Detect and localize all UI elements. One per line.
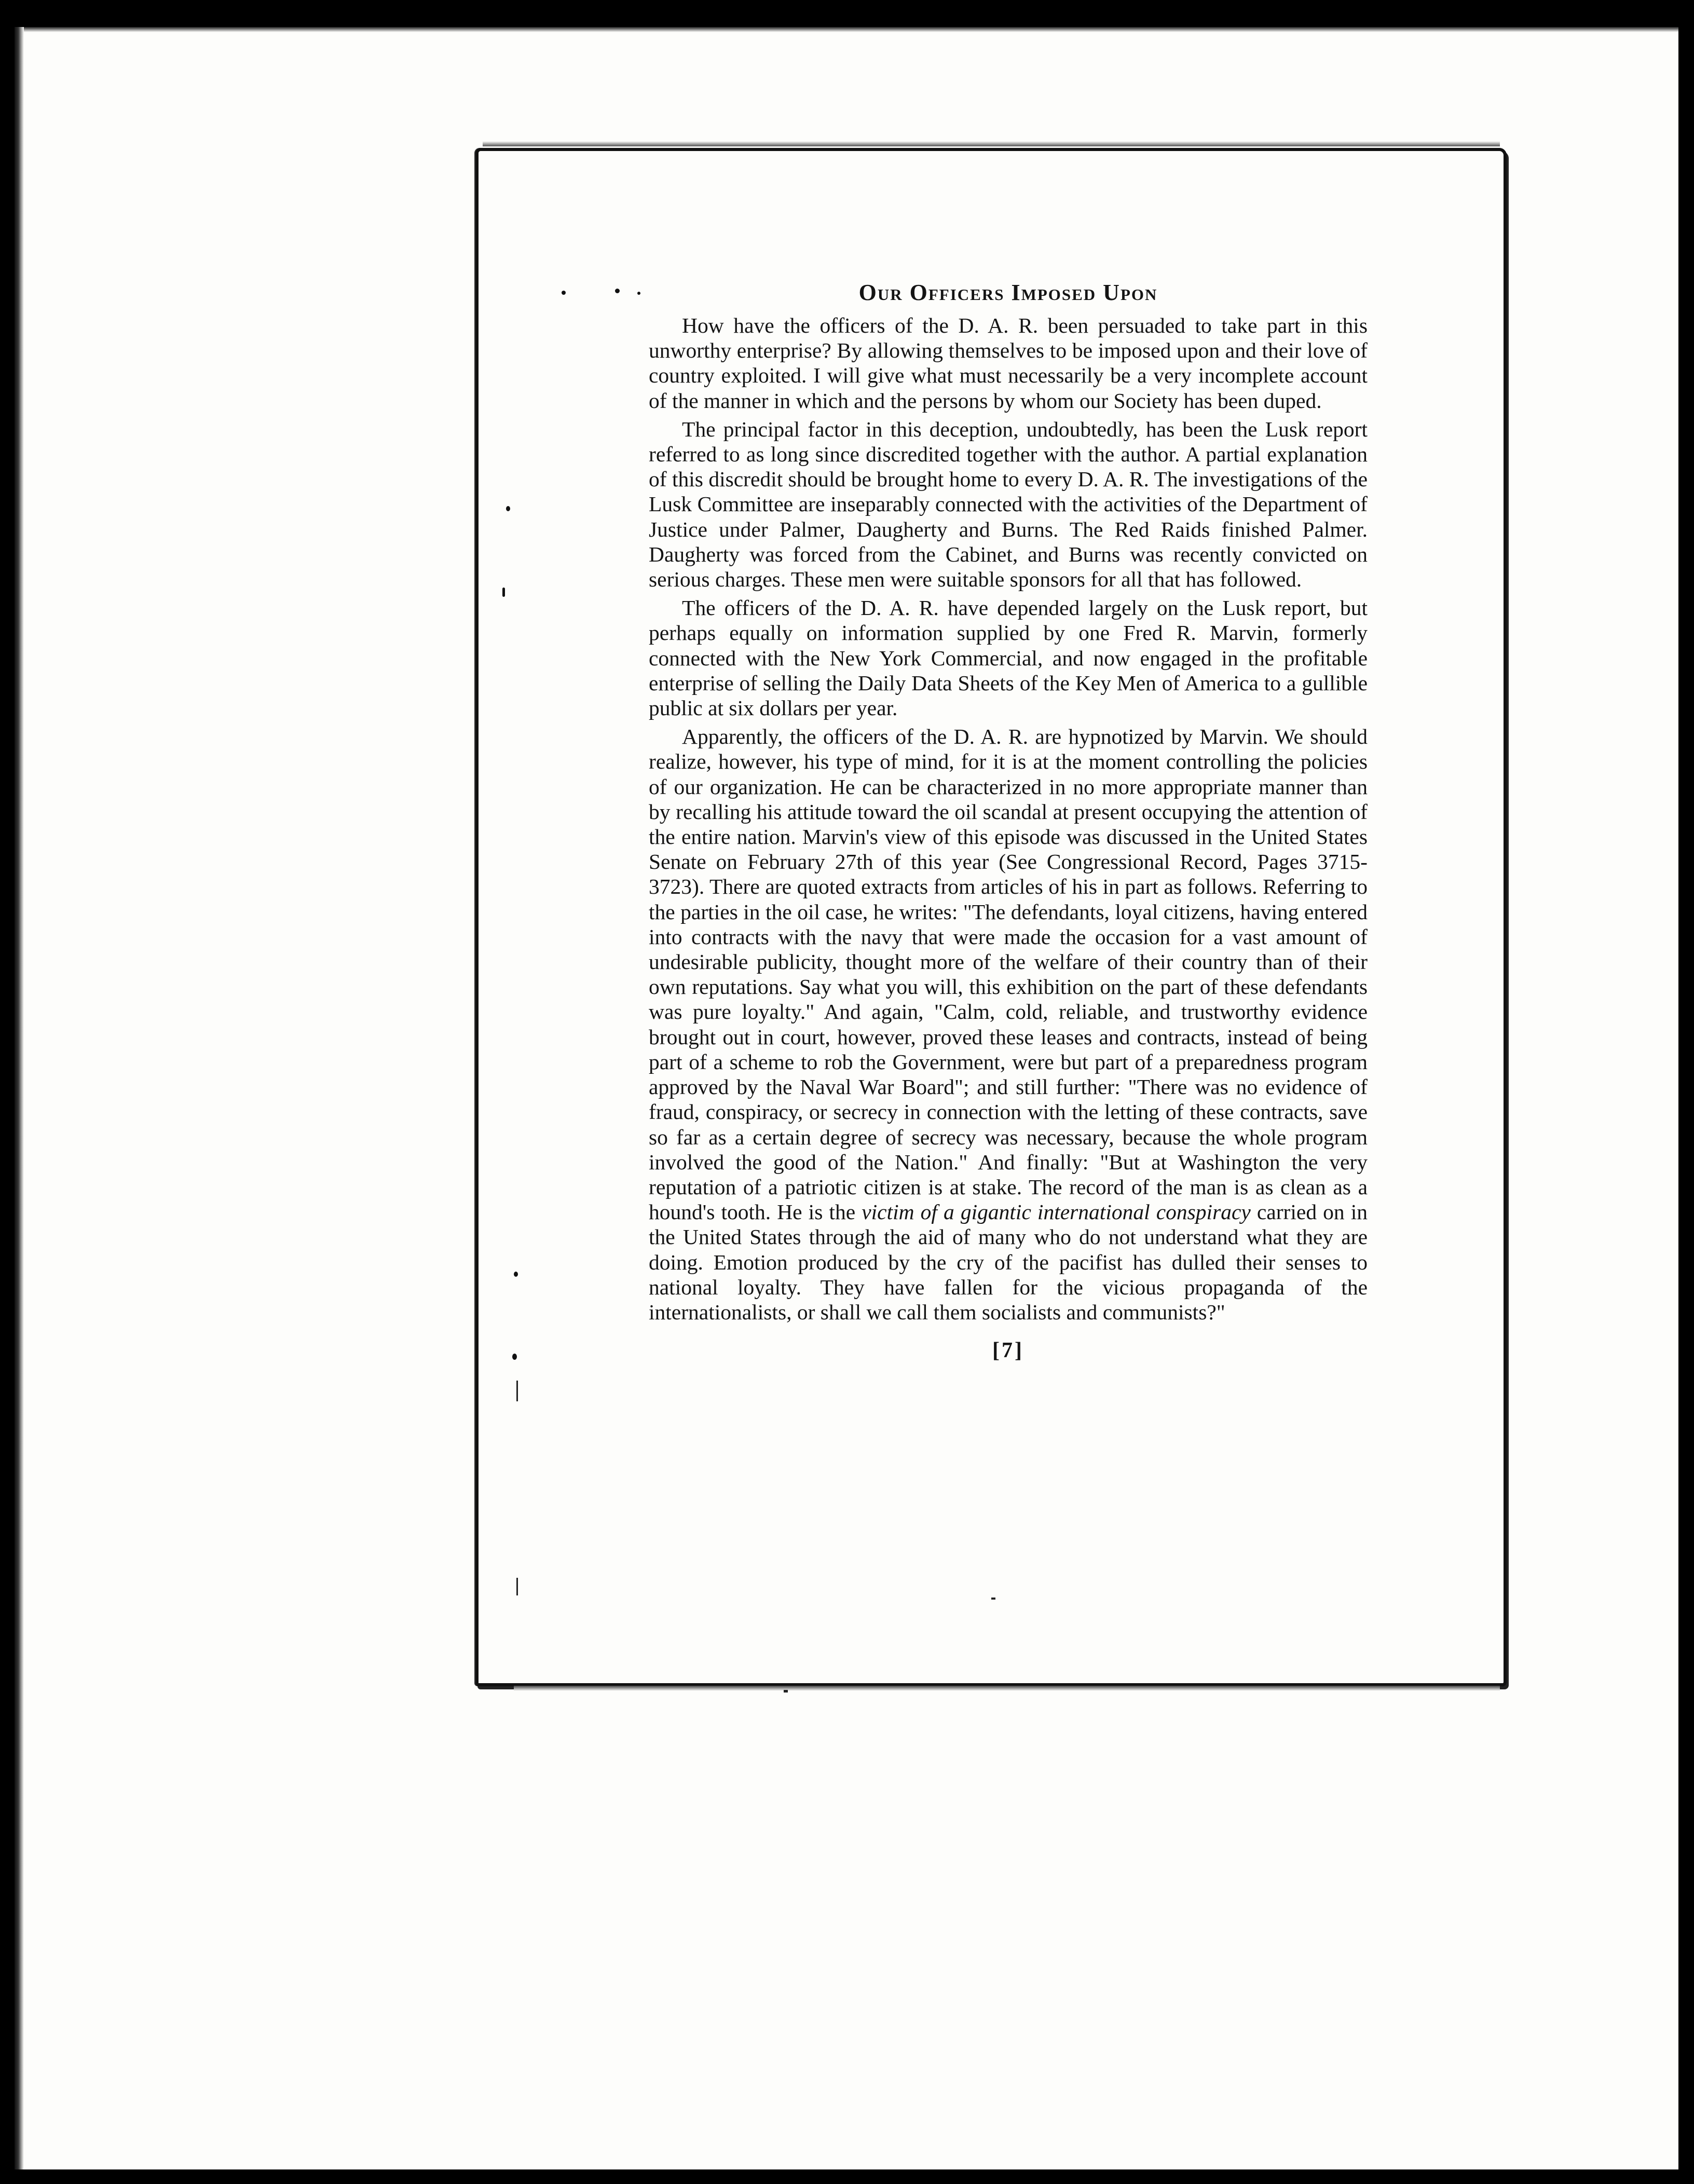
scan-speck xyxy=(506,506,510,511)
article-body xyxy=(649,278,1368,1363)
scan-speck xyxy=(516,1381,518,1401)
paragraph-text: Apparently, the officers of the D. A. R. are hypnotized by Marvin. We should realize, however, his type of mind, for it is at the moment controlling the policies of our organization. He can be characterized in no more appropriate manner than by recalling his attitude toward the oil scandal at present occupying the attention of the entire nation. Marvin's view of this episode was discussed in the United States Senate on February 27th of this year (See Congressional Record, Pages 3715-3723). There are quoted extracts from articles of his in part as follows. Referring to the parties in the oil case, he writes: "The defendants, loyal citizens, having entered into contracts with the navy that were made the occasion for a vast amount of undesirable publicity, thought more of the welfare of their country than of their own reputations. Say what you will, this exhibition on the part of these defendants was pure loyalty." And again, "Calm, cold, reliable, and trustworthy evidence brought out in court, however, proved these leases and contracts, instead of being part of a scheme to rob the Government, were but part of a preparedness program approved by the Naval War Board"; and still further: "There was no evidence of fraud, conspiracy, or secrecy in connection with the letting of these contracts, save so far as a certain degree of secrecy was necessary, because the whole program involved the good of the Nation." And finally: "But at Washington the very reputation of a patriotic citizen is at stake. The record of the man is as clean as a hound's tooth. He is the xyxy=(649,725,1368,1224)
scan-speck xyxy=(502,588,505,597)
scan-speck xyxy=(512,1354,517,1360)
paragraph-text: carried on in the United States through the aid of many who do not understand what they are doing. Emotion produced by the cry of the pacifist has dulled their senses to national loyalty. They have fallen for the vicious propaganda of the internationalists, or shall we call them socialists and communists?" xyxy=(649,1200,1368,1324)
scan-edge-left xyxy=(15,27,24,2169)
scan-speck xyxy=(562,291,566,295)
page-shadow-bottom xyxy=(514,1686,1500,1691)
scan-speck xyxy=(516,1578,518,1595)
paragraph: How have the officers of the D. A. R. been persuaded to take part in this unworthy enterprise? By allowing themselves to be imposed upon and their love of country exploited. I will give what must necessarily be a very incomplete account of the manner in which and the persons by whom our Society has been duped. xyxy=(649,313,1368,413)
paragraph: The officers of the D. A. R. have depended largely on the Lusk report, but perhaps equally on information supplied by one Fred R. Marvin, formerly connected with the New York Commercial, and now engaged in the profitable enterprise of selling the Daily Data Sheets of the Key Men of America to a gullible public at six dollars per year. xyxy=(649,596,1368,720)
scan-edge-top xyxy=(15,27,1678,32)
paragraph-marvin-quotes xyxy=(649,724,1368,1325)
section-heading: Our Officers Imposed Upon xyxy=(858,280,1158,305)
scan-speck xyxy=(991,1598,995,1600)
paragraph: The principal factor in this deception, undoubtedly, has been the Lusk report referred to as long since discredited together with the author. A partial explanation of this discredit should be brought home to every D. A. R. The investigations of the Lusk Committee are inseparably connected with the activities of the Department of Justice under Palmer, Daugherty and Burns. The Red Raids finished Palmer. Daugherty was forced from the Cabinet, and Burns was recently convicted on serious charges. These men were suitable sponsors for all that has followed. xyxy=(649,417,1368,592)
scan-speck xyxy=(615,289,620,293)
page-number: [7] xyxy=(992,1339,1024,1363)
scan-speck xyxy=(784,1690,788,1692)
page-shadow-top xyxy=(483,141,1500,146)
scan-speck xyxy=(514,1272,518,1277)
scan-speck xyxy=(637,292,640,295)
italic-phrase: victim of a gigantic international conspiracy xyxy=(862,1200,1251,1224)
